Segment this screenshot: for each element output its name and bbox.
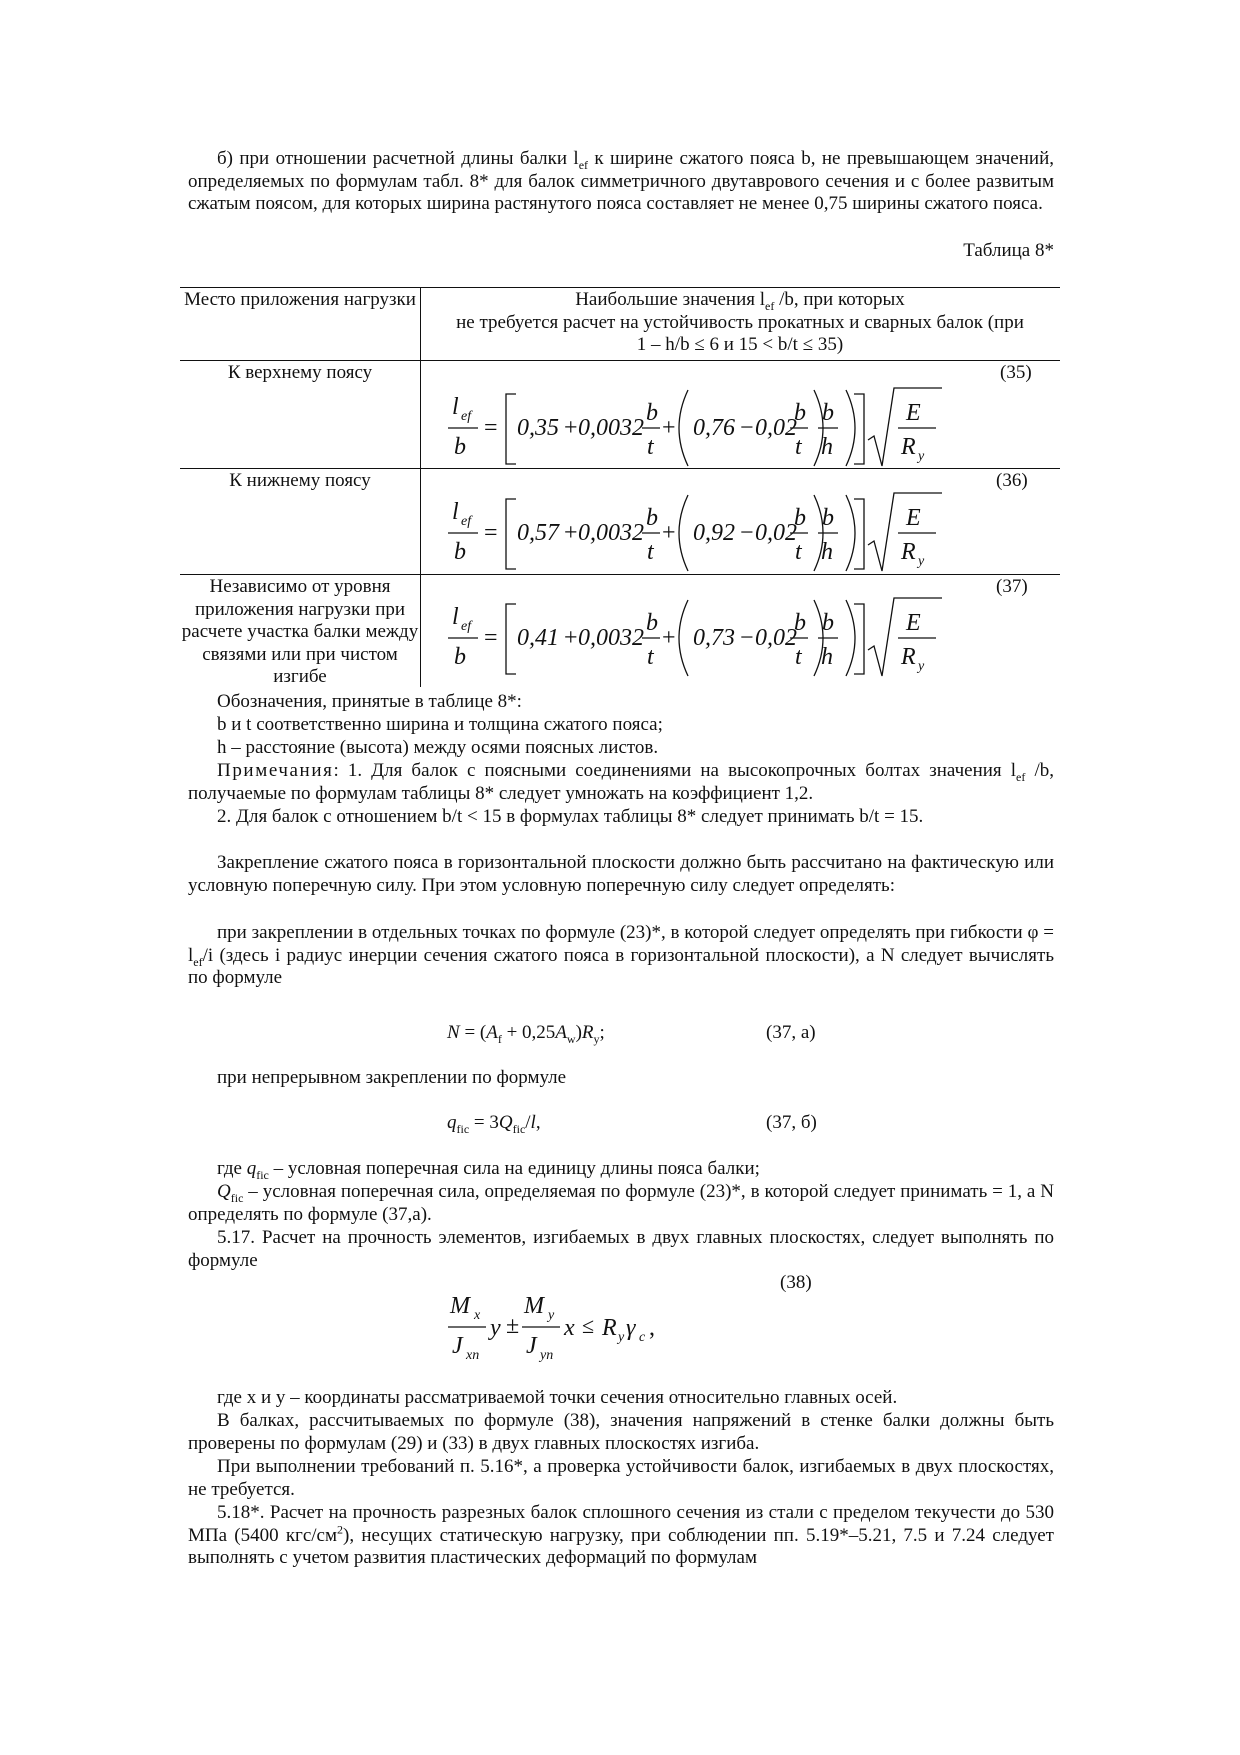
plus-sign: + [662, 415, 676, 441]
minus-sign: − [740, 625, 754, 651]
left-parenthesis [679, 600, 688, 676]
coefficient: 0,02 [755, 625, 797, 651]
equation-number: (37, б) [766, 1112, 817, 1133]
plus-sign: + [662, 520, 676, 546]
left-parenthesis [679, 495, 688, 571]
b-symbol: b [794, 400, 806, 426]
equals-sign: = [484, 415, 498, 441]
R-symbol: R [901, 434, 916, 460]
ef-subscript: ef [461, 619, 472, 634]
left-square-bracket [506, 394, 516, 464]
minus-sign: − [740, 520, 754, 546]
right-parenthesis [846, 495, 855, 571]
y-subscript: y [548, 1308, 555, 1323]
paragraph-coords: где x и y – координаты рассматриваемой точки сечения относительно главных осей. [217, 1387, 898, 1408]
b-symbol: b [822, 400, 834, 426]
formula-number: (35) [1000, 362, 1032, 383]
row-place: Независимо от уровня приложения нагрузки при расчете участка балки между связями или при чистом изгибе [181, 576, 419, 687]
paragraph-Qfic: $Q_{fic}$ – условная поперечная сила, определяемая по формуле (23)*, в которой следует принимать = 1, а N определять по формуле (37,а). [188, 1181, 1054, 1225]
b-symbol: b [646, 505, 658, 531]
coefficient: 0,02 [755, 520, 797, 546]
table-label: Таблица 8* [963, 240, 1054, 261]
t-symbol: t [647, 434, 654, 460]
y-symbol: y [490, 1315, 501, 1341]
coefficient: 0,73 [693, 625, 735, 651]
coefficient: 0,41 [517, 625, 559, 651]
E-symbol: E [906, 400, 921, 426]
equation-38-svg [446, 1285, 706, 1365]
coefficient: 0,76 [693, 415, 735, 441]
h-symbol: h [821, 434, 833, 460]
header-values: Наибольшие значения $l_{ef}$ /b, при которых не требуется расчет на устойчивость прокатных и сварных балок (при 1 – h/b ≤ 6 и 15 < b/t ≤ 35) [456, 289, 1024, 355]
R-symbol: R [602, 1315, 617, 1341]
paragraph-5-17: 5.17. Расчет на прочность элементов, изгибаемых в двух главных плоскостях, следует выполнять по формуле [188, 1227, 1054, 1271]
lef-symbol: l [452, 394, 459, 420]
equation-37a: $N = (A_f + 0,25A_w)R_y$; [447, 1022, 605, 1046]
note-1: Примечания: 1. Для балок с поясными соединениями на высокопрочных болтах значения $l_{ef}$ /b, получаемые по формулам таблицы 8* следует умножать на коэффициент 1,2. [188, 760, 1054, 804]
y-subscript: y [918, 659, 925, 674]
paragraph-5-18: 5.18*. Расчет на прочность разрезных балок сплошного сечения из стали с пределом текучести до 530 МПа (5400 кгс/$см^2$), несущих статическую нагрузку, при соблюдении пп. 5.19*–5.21, 7.5 и 7.24 следует выполнять с учетом развития пластических деформаций по формулам [188, 1502, 1054, 1568]
M-symbol: M [450, 1293, 470, 1319]
plus-sign: + [564, 625, 578, 651]
equation-number: (37, а) [766, 1022, 816, 1043]
paragraph-points: при закреплении в отдельных точках по формуле (23)*, в которой следует определять при гибкости $\varphi = l_{ef}/i$ (здесь i радиус инерции сечения сжатого пояса в горизонтальной плоскости), а N следует вычислять по формуле [188, 922, 1054, 988]
paragraph-stability: При выполнении требований п. 5.16*, а проверка устойчивости балок, изгибаемых в двух плоскостях, не требуется. [188, 1456, 1054, 1500]
x-symbol: x [564, 1315, 575, 1341]
formula-36 [422, 487, 1060, 573]
plus-minus-sign: ± [506, 1313, 520, 1339]
ef-subscript: ef [461, 409, 472, 424]
equation-number: (38) [780, 1272, 812, 1293]
left-parenthesis [679, 390, 688, 466]
plus-sign: + [564, 415, 578, 441]
b-symbol: b [454, 434, 466, 460]
gamma-symbol: γ [626, 1315, 636, 1341]
coefficient: 0,0032 [578, 415, 644, 441]
M-symbol: M [524, 1293, 544, 1319]
paragraph-qfic: где $q_{fic}$ – условная поперечная сила на единицу длины пояса балки; [217, 1158, 760, 1182]
R-symbol: R [901, 644, 916, 670]
y-subscript: y [918, 554, 925, 569]
intro-paragraph: б) при отношении расчетной длины балки $l_{ef}$ к ширине сжатого пояса b, не превышающем значений, определяемых по формулам табл. 8* для балок симметричного двутаврового сечения и с более развитым сжатым поясом, для которых ширина растянутого пояса составляет не менее 0,75 ширины сжатого пояса. [188, 148, 1054, 214]
row-place: К нижнему поясу [229, 470, 371, 491]
b-symbol: b [794, 610, 806, 636]
plus-sign: + [662, 625, 676, 651]
formula-svg [422, 487, 1060, 573]
b-symbol: b [646, 400, 658, 426]
coefficient: 0,35 [517, 415, 559, 441]
equation-38 [446, 1285, 706, 1365]
formula-number: (36) [996, 470, 1028, 491]
right-parenthesis [846, 600, 855, 676]
paragraph-web-stress: В балках, рассчитываемых по формуле (38), значения напряжений в стенке балки должны быть проверены по формулам (29) и (33) в двух главных плоскостях изгиба. [188, 1410, 1054, 1454]
formula-number: (37) [996, 576, 1028, 597]
formula-35 [422, 382, 1060, 468]
J-symbol: J [452, 1333, 463, 1359]
table-8 [180, 287, 1060, 687]
left-square-bracket [506, 604, 516, 674]
E-symbol: E [906, 610, 921, 636]
E-symbol: E [906, 505, 921, 531]
note-2: 2. Для балок с отношением b/t < 15 в формулах таблицы 8* следует принимать b/t = 15. [217, 806, 924, 827]
note-h: h – расстояние (высота) между осями поясных листов. [217, 737, 659, 758]
formula-svg [422, 592, 1060, 678]
notes-heading: Обозначения, принятые в таблице 8*: [217, 691, 522, 712]
t-symbol: t [795, 539, 802, 565]
paragraph-continuous: при непрерывном закреплении по формуле [217, 1067, 567, 1088]
b-symbol: b [454, 644, 466, 670]
y-subscript: y [618, 1330, 625, 1345]
t-symbol: t [647, 539, 654, 565]
less-equal-sign: ≤ [582, 1313, 595, 1338]
equals-sign: = [484, 520, 498, 546]
ef-subscript: ef [461, 514, 472, 529]
coefficient: 0,57 [517, 520, 559, 546]
coefficient: 0,02 [755, 415, 797, 441]
header-place: Место приложения нагрузки [184, 289, 416, 310]
left-square-bracket [506, 499, 516, 569]
formula-svg [422, 382, 1060, 468]
plus-sign: + [564, 520, 578, 546]
h-symbol: h [821, 539, 833, 565]
xn-subscript: xn [466, 1348, 480, 1363]
t-symbol: t [795, 434, 802, 460]
paragraph-fastening: Закрепление сжатого пояса в горизонтальной плоскости должно быть рассчитано на фактическую или условную поперечную силу. При этом условную поперечную силу следует определять: [188, 852, 1054, 896]
lef-symbol: l [452, 604, 459, 630]
coefficient: 0,0032 [578, 625, 644, 651]
t-symbol: t [647, 644, 654, 670]
lef-symbol: l [452, 499, 459, 525]
J-symbol: J [526, 1333, 537, 1359]
x-subscript: x [474, 1308, 481, 1323]
t-symbol: t [795, 644, 802, 670]
y-subscript: y [918, 449, 925, 464]
c-subscript: c [639, 1330, 646, 1345]
b-symbol: b [646, 610, 658, 636]
yn-subscript: yn [540, 1348, 554, 1363]
b-symbol: b [454, 539, 466, 565]
right-parenthesis [846, 390, 855, 466]
row-place: К верхнему поясу [227, 362, 373, 383]
coefficient: 0,0032 [578, 520, 644, 546]
formula-37 [422, 592, 1060, 678]
R-symbol: R [901, 539, 916, 565]
h-symbol: h [821, 644, 833, 670]
coefficient: 0,92 [693, 520, 735, 546]
equation-37b: $q_{fic} = 3Q_{fic}/l$, [447, 1112, 541, 1136]
b-symbol: b [822, 505, 834, 531]
b-symbol: b [794, 505, 806, 531]
b-symbol: b [822, 610, 834, 636]
comma: , [649, 1315, 655, 1341]
equals-sign: = [484, 625, 498, 651]
note-b-t: b и t соответственно ширина и толщина сжатого пояса; [217, 714, 663, 735]
minus-sign: − [740, 415, 754, 441]
